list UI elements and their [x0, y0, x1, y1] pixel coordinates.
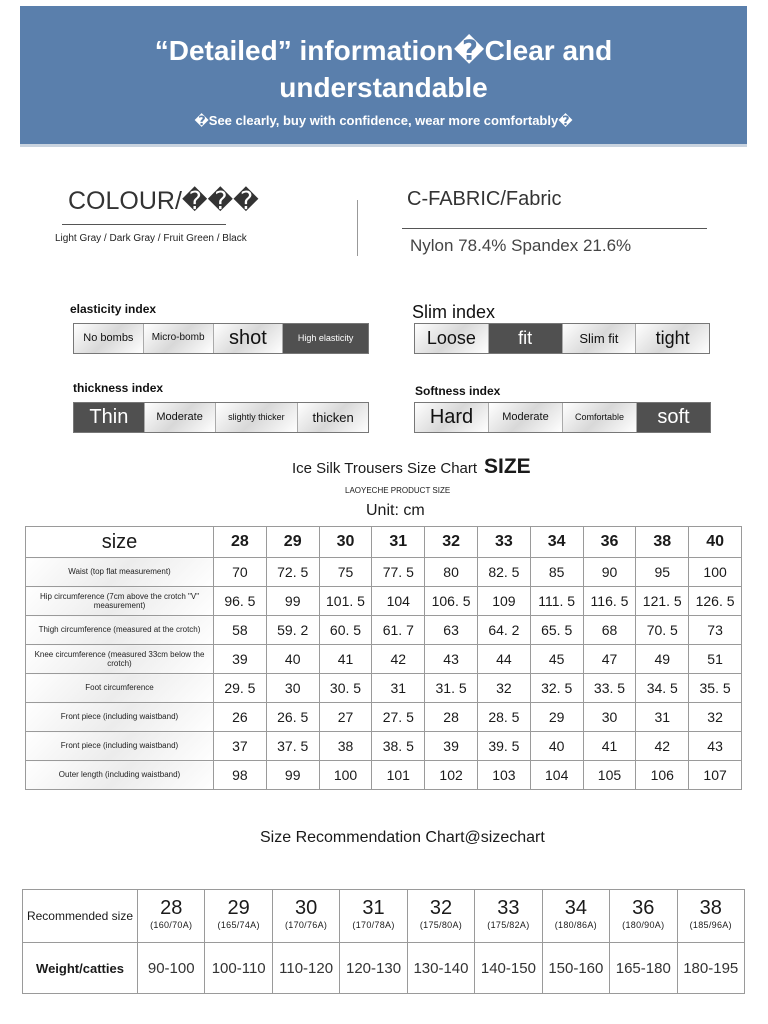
table-cell: 58 [214, 616, 267, 645]
row-label: Front piece (including waistband) [26, 703, 214, 732]
table-cell: 72. 5 [266, 558, 319, 587]
rec-size-cell: 30 [272, 890, 339, 921]
rec-weight-cell: 110-120 [272, 943, 339, 994]
table-cell: 106. 5 [425, 587, 478, 616]
table-cell: 31. 5 [425, 674, 478, 703]
thickness-option: slightly thicker [216, 403, 299, 432]
row-label: Outer length (including waistband) [26, 761, 214, 790]
table-cell: 80 [425, 558, 478, 587]
slim-option-selected: fit [489, 324, 563, 353]
table-row [26, 732, 742, 761]
table-cell: 45 [530, 645, 583, 674]
table-cell: 65. 5 [530, 616, 583, 645]
rec-weight-cell: 130-140 [407, 943, 474, 994]
vertical-divider [357, 200, 358, 256]
fabric-divider [402, 228, 707, 229]
table-cell: 85 [530, 558, 583, 587]
slim-index-label: Slim index [412, 302, 496, 322]
table-row [26, 587, 742, 616]
size-header-cell: 32 [425, 527, 478, 558]
colour-values: Light Gray / Dark Gray / Fruit Green / Black [55, 233, 247, 244]
rec-size-cell: 32 [407, 890, 474, 921]
rec-height-cell: (175/80A) [407, 920, 474, 943]
table-cell: 27 [319, 703, 372, 732]
table-cell: 90 [583, 558, 636, 587]
table-cell: 100 [689, 558, 742, 587]
size-header-cell: 31 [372, 527, 425, 558]
thickness-index-label: thickness index [73, 381, 164, 395]
table-cell: 107 [689, 761, 742, 790]
size-table [25, 526, 742, 790]
table-row [26, 703, 742, 732]
table-cell: 70. 5 [636, 616, 689, 645]
rec-height-cell: (180/86A) [542, 920, 609, 943]
rec-size-cell: 38 [677, 890, 745, 921]
table-cell: 27. 5 [372, 703, 425, 732]
table-cell: 42 [372, 645, 425, 674]
fabric-values: Nylon 78.4% Spandex 21.6% [410, 236, 632, 255]
elasticity-option: Micro-bomb [144, 324, 214, 353]
table-cell: 121. 5 [636, 587, 689, 616]
table-cell: 75 [319, 558, 372, 587]
thickness-option: thicken [298, 403, 368, 432]
thickness-index-bar [73, 402, 369, 433]
rec-size-cell: 28 [138, 890, 205, 921]
table-cell: 68 [583, 616, 636, 645]
table-cell: 106 [636, 761, 689, 790]
size-header-cell: 28 [214, 527, 267, 558]
rec-weight-cell: 100-110 [205, 943, 272, 994]
rec-height-cell: (165/74A) [205, 920, 272, 943]
colour-title: COLOUR/��� [68, 187, 259, 215]
softness-index-label: Softness index [415, 384, 501, 398]
unit-label: Unit: cm [366, 502, 425, 519]
table-cell: 39 [214, 645, 267, 674]
rec-height-cell: (170/76A) [272, 920, 339, 943]
banner-title-line1: “Detailed” information�Clear and [154, 35, 613, 66]
rec-size-cell: 33 [475, 890, 542, 921]
rec-weight-cell: 140-150 [475, 943, 542, 994]
rec-size-cell: 36 [610, 890, 677, 921]
size-heading: SIZE [484, 455, 531, 478]
size-header-cell: 36 [583, 527, 636, 558]
table-cell: 77. 5 [372, 558, 425, 587]
table-cell: 37. 5 [266, 732, 319, 761]
size-header-label: size [26, 527, 214, 558]
table-cell: 59. 2 [266, 616, 319, 645]
table-cell: 39 [425, 732, 478, 761]
table-cell: 73 [689, 616, 742, 645]
table-cell: 70 [214, 558, 267, 587]
table-cell: 26 [214, 703, 267, 732]
rec-height-cell: (160/70A) [138, 920, 205, 943]
size-header-cell: 33 [477, 527, 530, 558]
table-cell: 116. 5 [583, 587, 636, 616]
table-cell: 64. 2 [477, 616, 530, 645]
slim-option: Slim fit [563, 324, 637, 353]
table-cell: 98 [214, 761, 267, 790]
softness-option: Moderate [489, 403, 563, 432]
row-label: Front piece (including waistband) [26, 732, 214, 761]
size-header-cell: 38 [636, 527, 689, 558]
table-cell: 32 [477, 674, 530, 703]
table-cell: 35. 5 [689, 674, 742, 703]
table-cell: 103 [477, 761, 530, 790]
rec-weight-cell: 90-100 [138, 943, 205, 994]
size-header-cell: 40 [689, 527, 742, 558]
table-cell: 43 [689, 732, 742, 761]
elasticity-option-selected: High elasticity [283, 324, 368, 353]
size-header-cell: 34 [530, 527, 583, 558]
table-cell: 82. 5 [477, 558, 530, 587]
rec-height-cell: (185/96A) [677, 920, 745, 943]
rec-weight-cell: 165-180 [610, 943, 677, 994]
table-cell: 104 [530, 761, 583, 790]
rec-size-cell: 34 [542, 890, 609, 921]
rec-height-cell: (170/78A) [340, 920, 407, 943]
table-cell: 104 [372, 587, 425, 616]
softness-option: Hard [415, 403, 489, 432]
slim-option: tight [636, 324, 709, 353]
table-cell: 38. 5 [372, 732, 425, 761]
recommendation-title: Size Recommendation Chart@sizechart [260, 829, 545, 846]
rec-weight-cell: 120-130 [340, 943, 407, 994]
table-cell: 109 [477, 587, 530, 616]
table-cell: 31 [636, 703, 689, 732]
rec-weight-cell: 180-195 [677, 943, 745, 994]
row-label: Knee circumference (measured 33cm below the crotch) [26, 645, 214, 674]
size-chart-title: Ice Silk Trousers Size Chart [292, 460, 478, 477]
banner-title-line2: understandable [279, 72, 488, 103]
thickness-option-selected: Thin [74, 403, 145, 432]
recommended-size-label: Recommended size [23, 890, 138, 943]
recommended-size-row [23, 890, 745, 921]
rec-height-cell: (175/82A) [475, 920, 542, 943]
table-cell: 30 [583, 703, 636, 732]
elasticity-index-bar [73, 323, 369, 354]
table-cell: 34. 5 [636, 674, 689, 703]
table-row [26, 761, 742, 790]
table-cell: 60. 5 [319, 616, 372, 645]
table-cell: 32. 5 [530, 674, 583, 703]
table-cell: 30 [266, 674, 319, 703]
table-cell: 29 [530, 703, 583, 732]
size-chart-subtitle: LAOYECHE PRODUCT SIZE [345, 486, 451, 495]
table-row [26, 616, 742, 645]
table-cell: 41 [319, 645, 372, 674]
table-cell: 101 [372, 761, 425, 790]
elasticity-option: No bombs [74, 324, 144, 353]
rec-size-cell: 29 [205, 890, 272, 921]
table-cell: 49 [636, 645, 689, 674]
table-cell: 99 [266, 761, 319, 790]
row-label: Thigh circumference (measured at the crotch) [26, 616, 214, 645]
table-cell: 100 [319, 761, 372, 790]
table-cell: 42 [636, 732, 689, 761]
softness-option: Comfortable [563, 403, 637, 432]
table-cell: 41 [583, 732, 636, 761]
table-cell: 37 [214, 732, 267, 761]
table-cell: 32 [689, 703, 742, 732]
row-label: Foot circumference [26, 674, 214, 703]
row-label: Hip circumference (7cm above the crotch "V" measurement) [26, 587, 214, 616]
elasticity-index-label: elasticity index [70, 302, 157, 316]
table-cell: 40 [530, 732, 583, 761]
table-cell: 63 [425, 616, 478, 645]
header-banner [20, 6, 747, 147]
table-cell: 26. 5 [266, 703, 319, 732]
table-cell: 47 [583, 645, 636, 674]
table-cell: 102 [425, 761, 478, 790]
table-cell: 96. 5 [214, 587, 267, 616]
fabric-title: C-FABRIC/Fabric [407, 188, 562, 210]
softness-option-selected: soft [637, 403, 710, 432]
size-header-cell: 30 [319, 527, 372, 558]
table-cell: 28 [425, 703, 478, 732]
table-cell: 44 [477, 645, 530, 674]
row-label: Waist (top flat measurement) [26, 558, 214, 587]
slim-index-bar [414, 323, 710, 354]
thickness-option: Moderate [145, 403, 216, 432]
table-row [26, 645, 742, 674]
table-cell: 95 [636, 558, 689, 587]
weight-row [23, 943, 745, 994]
softness-index-bar [414, 402, 711, 433]
table-cell: 39. 5 [477, 732, 530, 761]
table-cell: 126. 5 [689, 587, 742, 616]
table-cell: 29. 5 [214, 674, 267, 703]
table-cell: 28. 5 [477, 703, 530, 732]
table-cell: 43 [425, 645, 478, 674]
table-cell: 111. 5 [530, 587, 583, 616]
table-cell: 40 [266, 645, 319, 674]
weight-label: Weight/catties [23, 943, 138, 994]
colour-divider [62, 224, 226, 225]
table-cell: 51 [689, 645, 742, 674]
table-cell: 38 [319, 732, 372, 761]
rec-height-cell: (180/90A) [610, 920, 677, 943]
table-cell: 31 [372, 674, 425, 703]
table-cell: 99 [266, 587, 319, 616]
recommendation-table [22, 889, 745, 994]
table-row [26, 674, 742, 703]
table-cell: 101. 5 [319, 587, 372, 616]
size-header-cell: 29 [266, 527, 319, 558]
table-cell: 105 [583, 761, 636, 790]
banner-subtitle: �See clearly, buy with confidence, wear more comfortably� [194, 113, 573, 128]
table-cell: 30. 5 [319, 674, 372, 703]
slim-option: Loose [415, 324, 489, 353]
table-cell: 61. 7 [372, 616, 425, 645]
elasticity-option: shot [214, 324, 284, 353]
size-header-row [26, 527, 742, 558]
table-row [26, 558, 742, 587]
table-cell: 33. 5 [583, 674, 636, 703]
rec-size-cell: 31 [340, 890, 407, 921]
rec-weight-cell: 150-160 [542, 943, 609, 994]
